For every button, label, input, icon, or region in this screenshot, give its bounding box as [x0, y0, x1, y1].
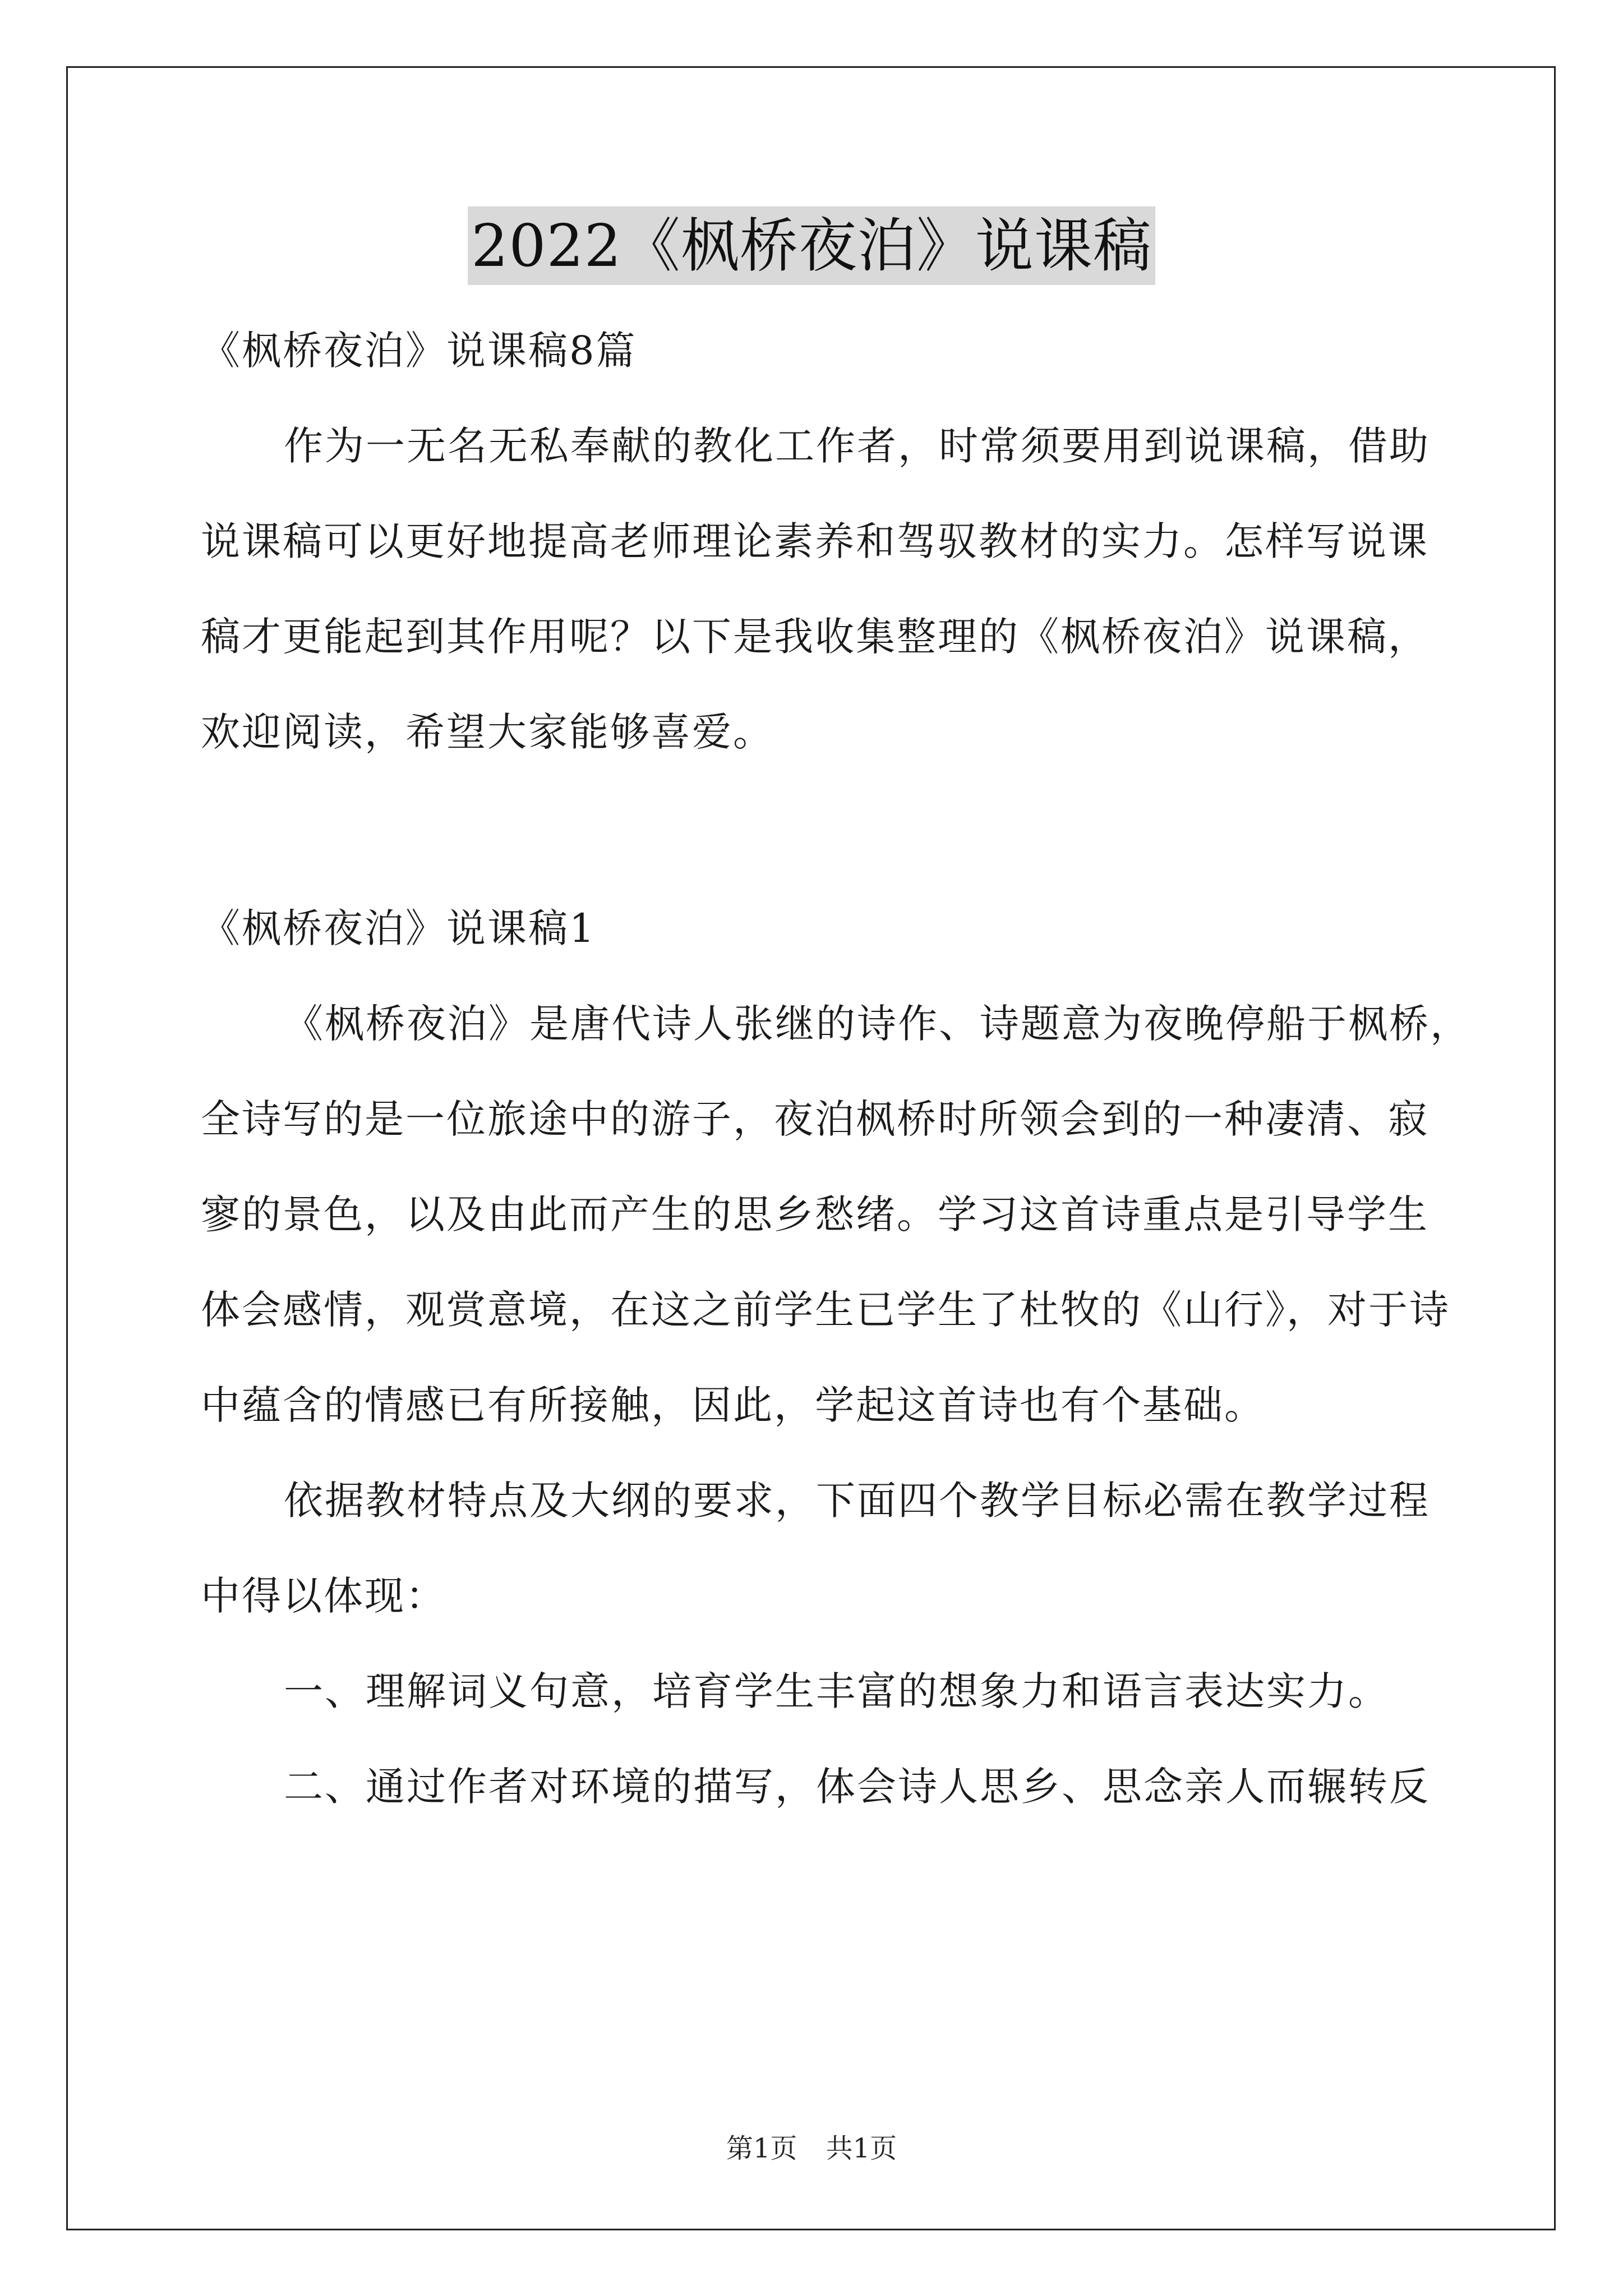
- para1-line-5: 中蕴含的情感已有所接触，因此，学起这首诗也有个基础。: [201, 1382, 1265, 1428]
- page-number-current: 第1页: [726, 2133, 797, 2164]
- page-number-total: 共1页: [826, 2133, 897, 2164]
- document-title: 2022《枫桥夜泊》说课稿: [468, 206, 1155, 285]
- intro-line-2: 说课稿可以更好地提高老师理论素养和驾驭教材的实力。怎样写说课: [201, 518, 1429, 564]
- section-heading: 《枫桥夜泊》说课稿1: [201, 905, 596, 951]
- para2-line-2: 中得以体现：: [201, 1573, 446, 1619]
- intro-line-1: 作为一无名无私奉献的教化工作者，时常须要用到说课稿，借助: [284, 423, 1430, 469]
- para1-line-4: 体会感情，观赏意境，在这之前学生已学生了杜牧的《山行》，对于诗: [201, 1287, 1450, 1333]
- section-gap: [201, 780, 1429, 881]
- intro-line-4: 欢迎阅读，希望大家能够喜爱。: [201, 709, 774, 755]
- title-area: [0, 206, 1623, 285]
- para1-line-2: 全诗写的是一位旅途中的游子，夜泊枫桥时所领会到的一种凄清、寂: [201, 1096, 1429, 1142]
- page-footer: [0, 2132, 1623, 2165]
- goal-2: 二、通过作者对环境的描写，体会诗人思乡、思念亲人而辗转反: [284, 1764, 1430, 1810]
- intro-line-3: 稿才更能起到其作用呢？以下是我收集整理的《枫桥夜泊》说课稿，: [201, 614, 1429, 660]
- document-body: [201, 303, 1471, 1834]
- goal-1: 一、理解词义句意，培育学生丰富的想象力和语言表达实力。: [284, 1668, 1389, 1714]
- document-subtitle: 《枫桥夜泊》说课稿8篇: [201, 328, 637, 374]
- para1-line-1: 《枫桥夜泊》是唐代诗人张继的诗作、诗题意为夜晚停船于枫桥，: [284, 1001, 1471, 1047]
- para1-line-3: 寥的景色，以及由此而产生的思乡愁绪。学习这首诗重点是引导学生: [201, 1191, 1429, 1237]
- para2-line-1: 依据教材特点及大纲的要求，下面四个教学目标必需在教学过程: [284, 1478, 1430, 1524]
